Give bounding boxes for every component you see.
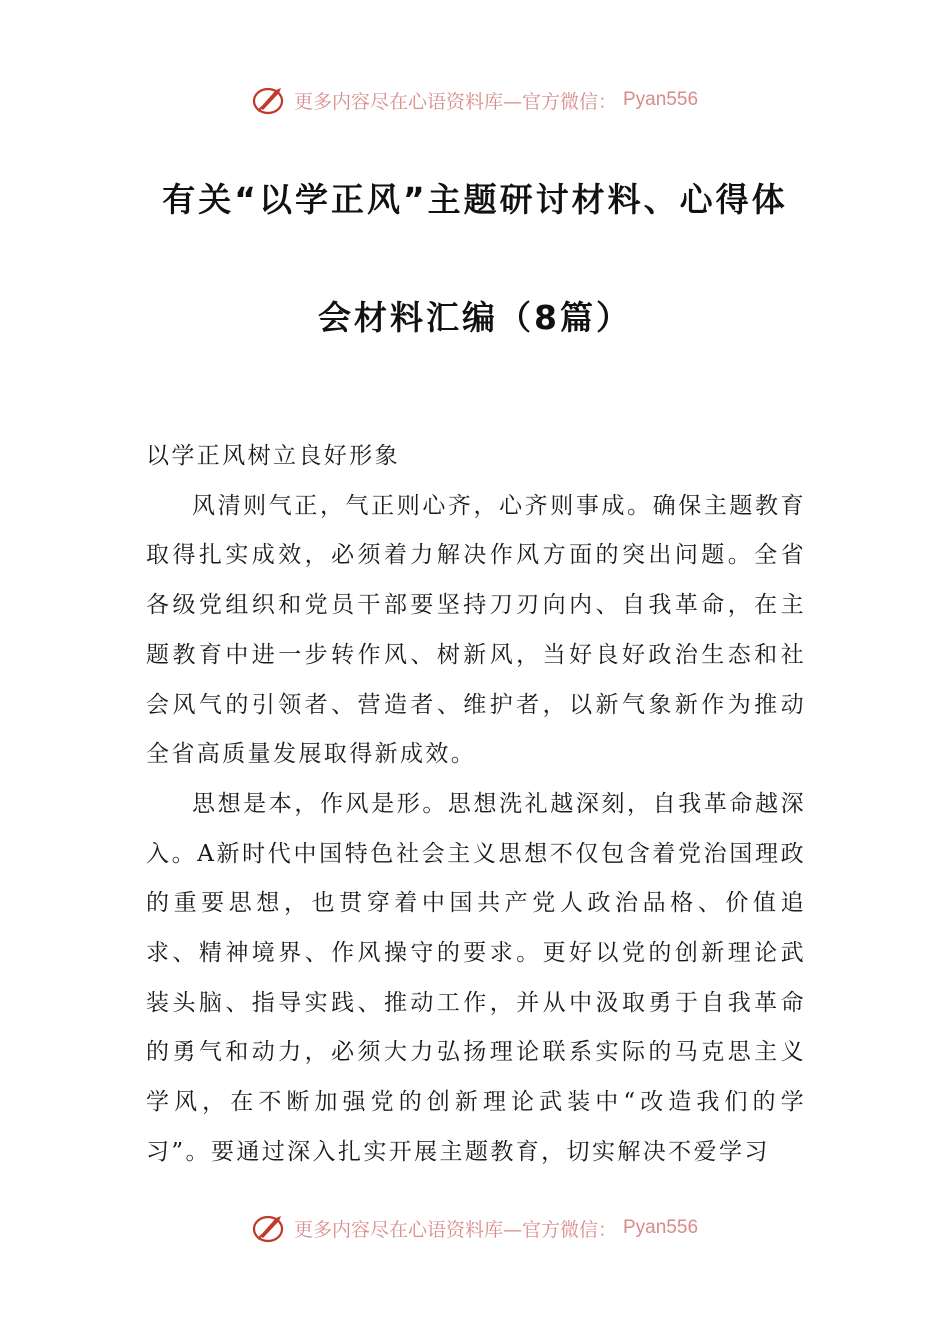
article-body — [146, 432, 806, 1178]
watermark-wechat-id: Pyan556 — [623, 89, 699, 110]
footer-watermark — [0, 1212, 950, 1244]
pen-logo-icon — [252, 1212, 288, 1244]
article-subtitle: 以学正风树立良好形象 — [146, 443, 400, 469]
paragraph: 思想是本，作风是形。思想洗礼越深刻，自我革命越深入。A新时代中国特色社会主义思想不仅包含着党治国理政的重要思想，也贯穿着中国共产党人政治品格、价值追求、精神境界、作风操守的要求。更好以党的创新理论武装头脑、指导实践、推动工作，并从中汲取勇于自我革命的勇气和动力，必须大力弘扬理论联系实际的马克思主义学风，在不断加强党的创新理论武装中“改造我们的学习”。要通过深入扎实开展主题教育，切实解决不爱学习 — [146, 790, 806, 1165]
paragraph: 风清则气正，气正则心齐，心齐则事成。确保主题教育取得扎实成效，必须着力解决作风方面的突出问题。全省各级党组织和党员干部要坚持刀刃向内、自我革命，在主题教育中进一步转作风、树新风，当好良好政治生态和社会风气的引领者、营造者、维护者，以新气象新作为推动全省高质量发展取得新成效。 — [146, 492, 806, 768]
watermark-wechat-id: Pyan556 — [623, 1217, 699, 1238]
header-watermark — [0, 84, 950, 116]
watermark-text: 更多内容尽在心语资料库—官方微信： — [293, 90, 617, 113]
watermark-text: 更多内容尽在心语资料库—官方微信： — [293, 1218, 617, 1241]
document-title-line-1: 有关“以学正风”主题研讨材料、心得体 — [162, 180, 788, 219]
pen-logo-icon — [252, 84, 288, 116]
document-title-line-2: 会材料汇编（8篇） — [318, 298, 632, 337]
